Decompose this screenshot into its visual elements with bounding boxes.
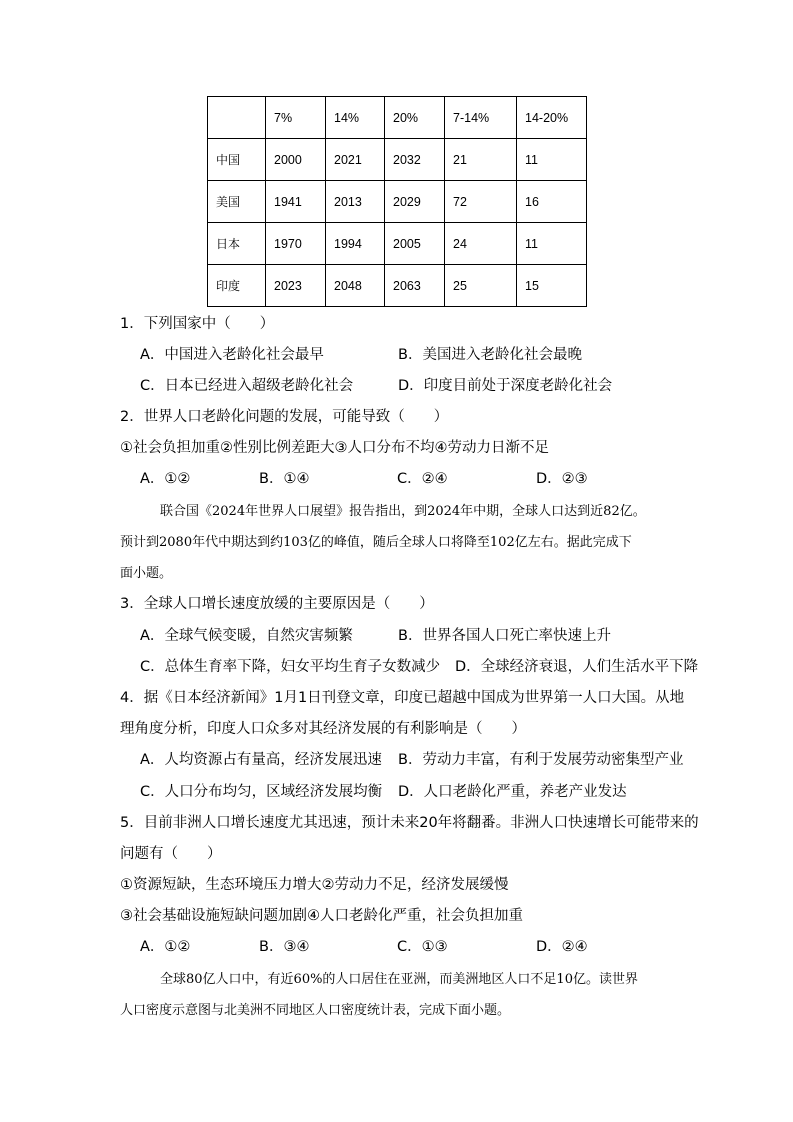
- table-row: [208, 223, 587, 265]
- table-cell: 20%: [385, 97, 445, 139]
- question-5-option-c: C．①③: [397, 939, 448, 955]
- table-row: [208, 181, 587, 223]
- question-2-stem: 2．世界人口老龄化问题的发展，可能导致（ ）: [120, 409, 449, 425]
- question-2-option-c: C．②④: [397, 471, 448, 487]
- question-4-stem-line-2: 理角度分析，印度人口众多对其经济发展的有利影响是（ ）: [120, 721, 526, 737]
- table-cell: 25: [445, 265, 517, 307]
- table-cell: 2005: [385, 223, 445, 265]
- question-1-option-b: B．美国进入老龄化社会最晚: [398, 347, 582, 363]
- table-cell: 1941: [266, 181, 326, 223]
- table-cell: 2063: [385, 265, 445, 307]
- question-1-option-d: D．印度目前处于深度老龄化社会: [398, 378, 613, 394]
- question-5-stem-line-2: 问题有（ ）: [120, 846, 222, 862]
- table-cell: 1970: [266, 223, 326, 265]
- table-cell: 2000: [266, 139, 326, 181]
- aging-data-table: [207, 96, 587, 307]
- table-cell: 1994: [326, 223, 385, 265]
- table-cell: 24: [445, 223, 517, 265]
- table-cell: 中国: [208, 139, 266, 181]
- question-3-option-c: C．总体生育率下降，妇女平均生育子女数减少: [140, 659, 441, 675]
- question-3-option-b: B．世界各国人口死亡率快速上升: [398, 628, 611, 644]
- question-4-option-c: C．人口分布均匀，区域经济发展均衡: [140, 784, 383, 800]
- table-cell: 72: [445, 181, 517, 223]
- question-5-items-line-1: ①资源短缺，生态环境压力增大②劳动力不足，经济发展缓慢: [120, 877, 509, 893]
- question-5-option-a: A．①②: [140, 939, 191, 955]
- question-2-option-b: B．①④: [259, 471, 310, 487]
- table-cell: 15: [517, 265, 587, 307]
- table-cell: 16: [517, 181, 587, 223]
- table-cell: 2013: [326, 181, 385, 223]
- table-cell: 2023: [266, 265, 326, 307]
- question-1-option-c: C．日本已经进入超级老龄化社会: [140, 378, 354, 394]
- table-cell: 印度: [208, 265, 266, 307]
- table-row: [208, 139, 587, 181]
- question-5-option-b: B．③④: [259, 939, 310, 955]
- passage-1-line-3: 面小题。: [120, 566, 173, 581]
- question-4-option-b: B．劳动力丰富，有利于发展劳动密集型产业: [398, 752, 684, 768]
- question-1-stem: 1．下列国家中（ ）: [120, 316, 275, 332]
- question-5-option-d: D．②④: [536, 939, 588, 955]
- question-3-stem: 3．全球人口增长速度放缓的主要原因是（ ）: [120, 596, 434, 612]
- table-cell: 14-20%: [517, 97, 587, 139]
- table-cell: 2029: [385, 181, 445, 223]
- table-cell: 美国: [208, 181, 266, 223]
- table-row: [208, 265, 587, 307]
- question-4-option-d: D．人口老龄化严重，养老产业发达: [398, 784, 627, 800]
- passage-2-line-1: 全球80亿人口中，有近60%的人口居住在亚洲，而美洲地区人口不足10亿。读世界: [160, 972, 638, 987]
- table-cell: 2048: [326, 265, 385, 307]
- table-header-row: [208, 97, 587, 139]
- question-4-option-a: A．人均资源占有量高，经济发展迅速: [140, 752, 382, 768]
- question-2-items: ①社会负担加重②性别比例差距大③人口分布不均④劳动力日渐不足: [120, 440, 549, 456]
- table-cell: 2021: [326, 139, 385, 181]
- table-cell: 11: [517, 139, 587, 181]
- table-cell: 11: [517, 223, 587, 265]
- question-5-stem-line-1: 5．目前非洲人口增长速度尤其迅速，预计未来20年将翻番。非洲人口快速增长可能带来的: [120, 815, 699, 831]
- table-cell: [208, 97, 266, 139]
- table-cell: 7-14%: [445, 97, 517, 139]
- table-cell: 2032: [385, 139, 445, 181]
- table-cell: 7%: [266, 97, 326, 139]
- table-cell: 日本: [208, 223, 266, 265]
- question-1-option-a: A．中国进入老龄化社会最早: [140, 347, 324, 363]
- question-5-items-line-2: ③社会基础设施短缺问题加剧④人口老龄化严重，社会负担加重: [120, 908, 523, 924]
- table-cell: 14%: [326, 97, 385, 139]
- passage-1-line-1: 联合国《2024年世界人口展望》报告指出，到2024年中期，全球人口达到近82亿。: [160, 504, 646, 519]
- table-cell: 21: [445, 139, 517, 181]
- question-2-option-a: A．①②: [140, 471, 191, 487]
- question-3-option-a: A．全球气候变暖，自然灾害频繁: [140, 628, 353, 644]
- question-3-option-d: D．全球经济衰退，人们生活水平下降: [455, 659, 699, 675]
- passage-1-line-2: 预计到2080年代中期达到约103亿的峰值，随后全球人口将降至102亿左右。据此完成下: [120, 535, 632, 550]
- question-4-stem-line-1: 4．据《日本经济新闻》1月1日刊登文章，印度已超越中国成为世界第一人口大国。从地: [120, 690, 685, 706]
- question-2-option-d: D．②③: [536, 471, 588, 487]
- passage-2-line-2: 人口密度示意图与北美洲不同地区人口密度统计表，完成下面小题。: [120, 1003, 511, 1018]
